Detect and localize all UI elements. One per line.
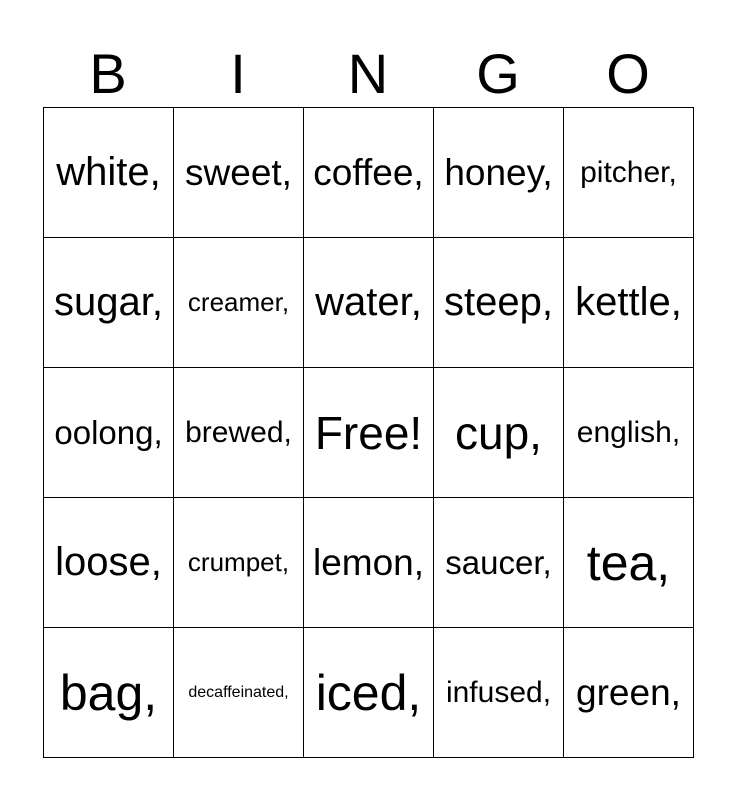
bingo-cell[interactable] [174, 108, 304, 238]
bingo-cell[interactable] [174, 238, 304, 368]
bingo-cell[interactable] [304, 498, 434, 628]
bingo-cell[interactable] [434, 628, 564, 758]
cell-word: honey, [444, 151, 553, 193]
bingo-header [43, 40, 693, 108]
cell-word: infused, [445, 675, 552, 709]
cell-word: white, [56, 150, 161, 194]
header-letter-o: O [606, 42, 650, 105]
bingo-cell[interactable] [564, 628, 694, 758]
free-space-label: Free! [314, 406, 423, 459]
cell-word: crumpet, [187, 547, 290, 577]
bingo-cell[interactable] [44, 628, 174, 758]
cell-word: steep, [444, 280, 553, 324]
cell-word: lemon, [312, 541, 425, 583]
cell-word: brewed, [185, 415, 292, 449]
cell-word: coffee, [313, 151, 424, 193]
bingo-cell[interactable] [174, 628, 304, 758]
bingo-cell[interactable] [434, 238, 564, 368]
cell-word: pitcher, [580, 155, 677, 189]
header-letter-n: N [347, 42, 389, 105]
cell-word: sweet, [185, 151, 292, 193]
bingo-cell[interactable] [564, 238, 694, 368]
bingo-cell[interactable] [434, 368, 564, 498]
bingo-cell[interactable] [564, 108, 694, 238]
bingo-cell[interactable] [44, 108, 174, 238]
bingo-cell[interactable] [564, 498, 694, 628]
cell-word: loose, [55, 540, 162, 584]
cell-word: iced, [315, 664, 422, 721]
bingo-cell-free[interactable] [304, 368, 434, 498]
bingo-cell[interactable] [44, 238, 174, 368]
cell-word: green, [576, 671, 681, 713]
bingo-cell[interactable] [304, 108, 434, 238]
header-letter-i: I [230, 42, 246, 105]
cell-word: water, [315, 280, 422, 324]
header-letter-b: B [89, 42, 127, 105]
cell-word: decaffeinated, [188, 683, 289, 701]
bingo-cell[interactable] [44, 368, 174, 498]
cell-word: english, [576, 415, 681, 449]
bingo-cell[interactable] [174, 368, 304, 498]
cell-word: kettle, [575, 280, 682, 324]
bingo-cell[interactable] [304, 628, 434, 758]
cell-word: cup, [455, 406, 542, 459]
cell-word: saucer, [445, 543, 552, 581]
bingo-cell[interactable] [44, 498, 174, 628]
bingo-cell[interactable] [174, 498, 304, 628]
bingo-cell[interactable] [564, 368, 694, 498]
cell-word: sugar, [54, 280, 163, 324]
bingo-cell[interactable] [434, 498, 564, 628]
cell-word: tea, [586, 534, 671, 591]
cell-word: creamer, [187, 287, 290, 317]
bingo-cell[interactable] [304, 238, 434, 368]
bingo-cell[interactable] [434, 108, 564, 238]
header-letter-g: G [476, 42, 520, 105]
bingo-card-grid [43, 107, 694, 758]
cell-word: oolong, [54, 413, 163, 451]
cell-word: bag, [59, 664, 158, 721]
